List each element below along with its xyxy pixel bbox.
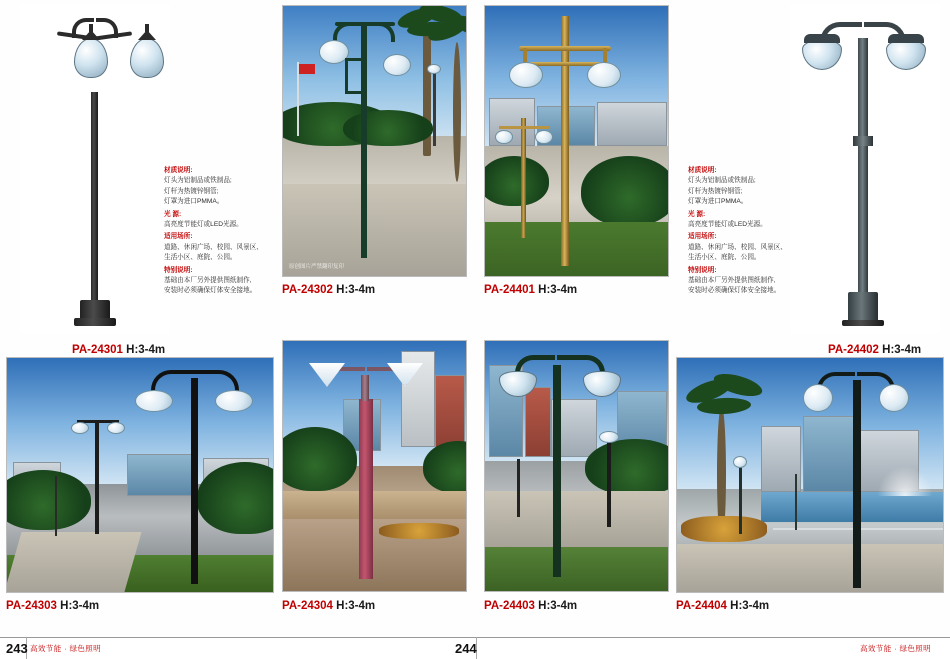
caption-pa24303	[6, 600, 99, 612]
secondary-lamp-pole	[95, 422, 99, 534]
model-height: H:3-4m	[336, 284, 376, 296]
lamp-arm-curve-left	[333, 22, 363, 42]
lamp-globe-right	[587, 62, 621, 88]
lamp-pole-collar	[853, 136, 873, 146]
lantern-right	[130, 38, 164, 78]
lamp-base-plate	[842, 320, 884, 326]
lantern-left	[74, 38, 108, 78]
product-image-pa24302	[282, 5, 467, 277]
model-code: PA-24302	[282, 284, 333, 296]
lantern-left-finial	[89, 24, 93, 32]
background-building-mid	[127, 454, 197, 496]
far-lamp-globe-1	[733, 456, 747, 468]
lamp-pole	[561, 16, 569, 266]
caption-pa24404	[676, 600, 769, 612]
promenade	[677, 544, 944, 592]
lamp-pole	[858, 38, 868, 300]
spec-left: 材质说明: 灯头为铝制品或铁制品; 灯杆为热镀锌钢管; 灯罩为进口PMMA。 光 源: 高亮度节能灯或LED光源。 适用场所: 道路、休闲广场、校园、风景区、 生活小区、庭院、公园。 特别说明: 基础由本厂另外提供图纸制作, 安装时必须确保灯体安全接地。	[164, 167, 263, 295]
footpath	[6, 532, 142, 592]
far-lamp-pole	[55, 476, 57, 536]
secondary-lamp-globe	[599, 431, 619, 443]
product-image-pa24401	[484, 5, 669, 277]
lamp-pole	[91, 92, 98, 307]
lamp-globe-left	[803, 384, 833, 412]
watermark-text: 原创图片严禁翻印复印	[289, 264, 345, 270]
lantern-right-finial	[145, 24, 149, 32]
lawn	[485, 222, 668, 276]
lamp-globe-left	[509, 62, 543, 88]
lamp-head-right	[886, 40, 926, 70]
model-height: H:3-4m	[730, 600, 770, 612]
caption-pa24402	[828, 344, 921, 356]
lamp-pole	[191, 378, 198, 584]
tree-cluster-left	[6, 470, 91, 530]
flag	[299, 64, 315, 74]
lamp-globe-right	[383, 54, 411, 76]
background-lamp-1-globe	[427, 64, 441, 74]
cycad-bush	[581, 156, 669, 226]
model-height: H:3-4m	[60, 600, 100, 612]
lamp-head-left-cap	[804, 34, 840, 43]
palm-tree-2	[433, 16, 467, 176]
caption-pa24401	[484, 284, 577, 296]
lamp-globe-right	[879, 384, 909, 412]
footer-brand-right: 高效节能 · 绿色照明	[860, 644, 932, 653]
model-height: H:3-4m	[538, 284, 578, 296]
paving	[485, 491, 669, 547]
footer-brand-left: 高效节能 · 绿色照明	[30, 644, 102, 653]
lamp-arm-curl-right	[96, 18, 118, 38]
secondary-lamp-globe-right	[535, 130, 553, 144]
lamp-base-plinth	[74, 318, 116, 326]
background-tower-red	[525, 387, 551, 457]
far-lamp-pole-2	[795, 474, 797, 530]
product-image-pa24402	[790, 4, 940, 334]
lawn	[485, 541, 668, 591]
caption-pa24403	[484, 600, 577, 612]
product-image-pa24301	[20, 4, 170, 334]
secondary-lamp-globe-left	[495, 130, 513, 144]
far-lamp-pole	[517, 459, 520, 517]
model-code: PA-24303	[6, 600, 57, 612]
tree-row	[585, 439, 669, 495]
background-building-red	[435, 375, 465, 451]
lamp-head-right-cap	[888, 34, 924, 43]
model-code: PA-24404	[676, 600, 727, 612]
lamp-crossbar-2	[529, 62, 601, 66]
secondary-lamp-pole	[607, 437, 611, 527]
page-number-right: 244	[455, 641, 477, 656]
secondary-lamp-pole	[521, 118, 526, 238]
caption-pa24302	[282, 284, 375, 296]
product-image-pa24304	[282, 340, 467, 592]
shrub-row-2	[343, 110, 433, 146]
spec-right: 材质说明: 灯头为铝制品或铁制品; 灯杆为热镀锌钢管; 灯罩为进口PMMA。 光 源: 高亮度节能灯或LED光源。 适用场所: 道路、休闲广场、校园、风景区、 生活小区、庭院、公园。 特别说明: 基础由本厂另外提供图纸制作, 安装时必须确保灯体安全接地。	[688, 167, 787, 295]
model-code: PA-24304	[282, 600, 333, 612]
tree-cluster-right	[197, 462, 274, 534]
model-code: PA-24402	[828, 344, 879, 356]
model-code: PA-24401	[484, 284, 535, 296]
retaining-wall	[283, 491, 467, 519]
product-image-pa24403	[484, 340, 669, 592]
flower-bed	[681, 516, 767, 542]
tree-left	[282, 427, 357, 491]
model-code: PA-24301	[72, 344, 123, 356]
lamp-globe-right	[215, 390, 253, 412]
background-lamp-1	[433, 70, 436, 146]
model-height: H:3-4m	[126, 344, 166, 356]
secondary-lamp-globe-left	[71, 422, 89, 434]
shrub-left	[484, 156, 549, 206]
model-height: H:3-4m	[538, 600, 578, 612]
caption-pa24301	[72, 344, 165, 356]
lamp-globe-left	[135, 390, 173, 412]
product-image-pa24404	[676, 357, 944, 593]
lamp-head-left	[802, 40, 842, 70]
lamp-pole	[359, 399, 373, 579]
lamp-pole	[553, 365, 561, 577]
secondary-lamp-globe-right	[107, 422, 125, 434]
page-number-left: 243	[6, 641, 28, 656]
lamp-crossbar	[519, 46, 611, 51]
model-height: H:3-4m	[336, 600, 376, 612]
background-skyline-mid	[803, 416, 855, 492]
fountain-spray	[877, 466, 933, 496]
lamp-pole	[853, 380, 861, 588]
background-building-right	[597, 102, 667, 146]
far-lamp-pole-1	[739, 460, 742, 534]
model-code: PA-24403	[484, 600, 535, 612]
model-height: H:3-4m	[882, 344, 922, 356]
lamp-ladder-detail	[345, 58, 363, 94]
caption-pa24304	[282, 600, 375, 612]
product-image-pa24303	[6, 357, 274, 593]
secondary-lamp-crossbar	[499, 126, 549, 129]
planter-flowers	[379, 523, 459, 539]
